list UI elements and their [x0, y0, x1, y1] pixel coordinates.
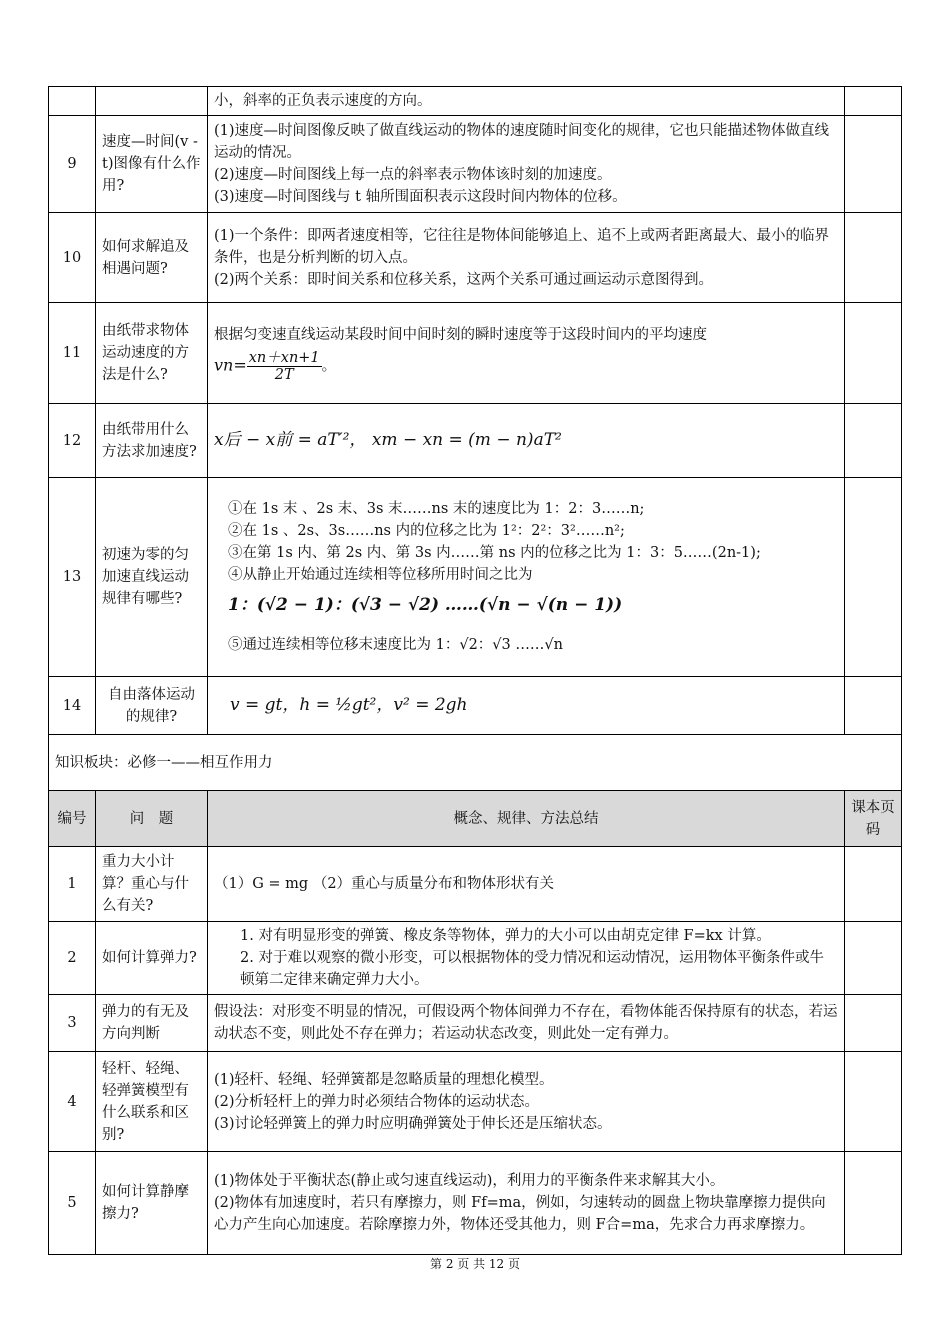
row-number: 13: [49, 478, 96, 677]
table-row: [49, 847, 902, 922]
row-number: 10: [49, 213, 96, 303]
row-content: (1)一个条件：即两者速度相等，它往往是物体间能够追上、追不上或两者距离最大、最小的临界条件，也是分析判断的切入点。 (2)两个关系：即时间关系和位移关系，这两个关系可通过画运动示意图得到。: [208, 213, 845, 303]
row-page: [845, 922, 902, 995]
row-number: 12: [49, 404, 96, 478]
table-row: [49, 677, 902, 735]
row-number: 1: [49, 847, 96, 922]
row-page: [845, 213, 902, 303]
row-page: [845, 847, 902, 922]
row-page: [845, 404, 902, 478]
row-content: [208, 404, 845, 478]
table-row: [49, 87, 902, 116]
row-number: 14: [49, 677, 96, 735]
free-fall-formula: v = gt，h = ½gt²，v² = 2gh: [230, 695, 468, 715]
row-number: 9: [49, 116, 96, 213]
row-content: 小，斜率的正负表示速度的方向。: [208, 87, 845, 116]
section-title-row: [49, 735, 902, 791]
row-page: [845, 677, 902, 735]
row-content: （1）G = mg （2）重心与质量分布和物体形状有关: [208, 847, 845, 922]
table-row: [49, 995, 902, 1052]
row-content: 根据匀变速直线运动某段时间中间时刻的瞬时速度等于这段时间内的平均速度 vn= $\frac{xn+xn+1}{2T}$ 。: [208, 303, 845, 404]
page-footer: 第 2 页 共 12 页: [430, 1257, 520, 1271]
header-page: 课本页码: [845, 791, 902, 847]
table-row: [49, 404, 902, 478]
row-page: [845, 995, 902, 1052]
table-row: [49, 303, 902, 404]
header-num: 编号: [49, 791, 96, 847]
row-question: 重力大小计算？重心与什么有关?: [96, 847, 208, 922]
row-content: 假设法：对形变不明显的情况，可假设两个物体间弹力不存在，看物体能否保持原有的状态，若运动状态不变，则此处不存在弹力；若运动状态改变，则此处一定有弹力。: [208, 995, 845, 1052]
row-question: 速度—时间(v -t)图像有什么作用?: [96, 116, 208, 213]
row-number: 5: [49, 1152, 96, 1255]
header-row: [49, 791, 902, 847]
row-content: (1)物体处于平衡状态(静止或匀速直线运动)，利用力的平衡条件来求解其大小。 (2)物体有加速度时，若只有摩擦力，则 Ff=ma，例如，匀速转动的圆盘上物块靠摩擦力提供向心力产生向心加速度。若除摩擦力外，物体还受其他力，则 F合=ma，先求合力再求摩擦力。: [208, 1152, 845, 1255]
row-number: 4: [49, 1052, 96, 1152]
row-content: [208, 677, 845, 735]
row-page: [845, 303, 902, 404]
row-content: (1)轻杆、轻绳、轻弹簧都是忽略质量的理想化模型。 (2)分析轻杆上的弹力时必须结合物体的运动状态。 (3)讨论轻弹簧上的弹力时应明确弹簧处于伸长还是压缩状态。: [208, 1052, 845, 1152]
row-question: 弹力的有无及方向判断: [96, 995, 208, 1052]
row-page: [845, 478, 902, 677]
section-title: 知识板块：必修一——相互作用力: [49, 735, 902, 791]
header-question: 问 题: [96, 791, 208, 847]
table-row: [49, 922, 902, 995]
row-page: [845, 116, 902, 213]
row-question: 由纸带求物体运动速度的方法是什么?: [96, 303, 208, 404]
row-question: 由纸带用什么方法求加速度?: [96, 404, 208, 478]
table-row: [49, 1152, 902, 1255]
knowledge-table: [48, 86, 902, 1255]
table-row: [49, 213, 902, 303]
row-number: 3: [49, 995, 96, 1052]
acceleration-formula: x后 − x前 = aT′²， xm − xn = (m − n)aT²: [214, 430, 562, 450]
table-row: [49, 478, 902, 677]
row-question: [96, 87, 208, 116]
table-row: [49, 1052, 902, 1152]
average-velocity-formula: vn= $\frac{xn+xn+1}{2T}$ 。: [214, 349, 337, 383]
row-question: 轻杆、轻绳、轻弹簧模型有什么联系和区别?: [96, 1052, 208, 1152]
row-question: 自由落体运动的规律?: [96, 677, 208, 735]
row-number: 2: [49, 922, 96, 995]
row-page: [845, 87, 902, 116]
row-content: (1)速度—时间图像反映了做直线运动的物体的速度随时间变化的规律，它也只能描述物体做直线运动的情况。 (2)速度—时间图线上每一点的斜率表示物体该时刻的加速度。 (3)速度—时间图线与 t 轴所围面积表示这段时间内物体的位移。: [208, 116, 845, 213]
row-content: 1. 对有明显形变的弹簧、橡皮条等物体，弹力的大小可以由胡克定律 F=kx 计算。 2. 对于难以观察的微小形变，可以根据物体的受力情况和运动情况，运用物体平衡条件或牛顿第二定律来确定弹力大小。: [208, 922, 845, 995]
row-page: [845, 1052, 902, 1152]
header-content: 概念、规律、方法总结: [208, 791, 845, 847]
row-number: [49, 87, 96, 116]
row-question: 如何求解追及相遇问题?: [96, 213, 208, 303]
row-content: ①在 1s 末 、2s 末、3s 末……ns 末的速度比为 1：2：3……n; ②在 1s 、2s、3s……ns 内的位移之比为 1²：2²：3²……n²; ③在第 1s 内、第 2s 内、第 3s 内……第 ns 内的位移之比为 1：3：5……(2n-1); ④从静止开始通过连续相等位移所用时间之比为 1：(√2 − 1)：(√3 − √2) ……(√n − √(n − 1)) ⑤通过连续相等位移末速度比为 1：√2：√3 ……√n: [208, 478, 845, 677]
row-page: [845, 1152, 902, 1255]
row-question: 如何计算弹力?: [96, 922, 208, 995]
row-question: 如何计算静摩擦力?: [96, 1152, 208, 1255]
table-row: [49, 116, 902, 213]
row-question: 初速为零的匀加速直线运动规律有哪些?: [96, 478, 208, 677]
row-number: 11: [49, 303, 96, 404]
